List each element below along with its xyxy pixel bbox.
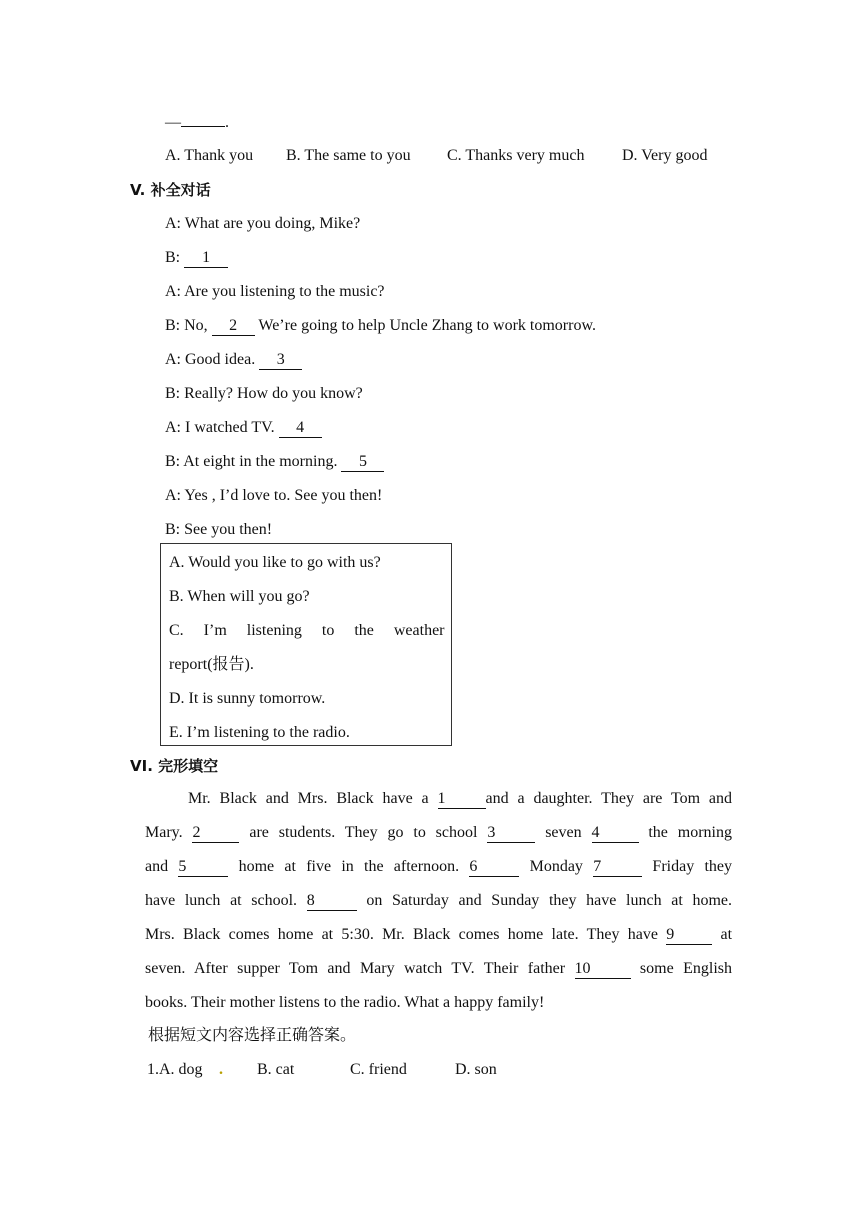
cloze-blank-6: 6 — [469, 858, 519, 877]
option-b: B. The same to you — [286, 147, 411, 164]
cloze-passage — [145, 782, 732, 1020]
section-6-title: VI. 完形填空 — [130, 757, 219, 775]
dialogue-line-2 — [165, 248, 228, 268]
dialogue-line-1: A: What are you doing, Mike? — [165, 215, 361, 232]
cloze-blank-3: 3 — [487, 824, 535, 843]
line-prefix: A: I watched TV. — [165, 419, 279, 436]
cloze-blank-1: 1 — [438, 790, 486, 809]
line-prefix: A: Good idea. — [165, 351, 260, 368]
cloze-blank-9: 9 — [666, 926, 712, 945]
section-5-title: V. 补全对话 — [130, 181, 211, 199]
q1-option-a: 1.A. dog — [147, 1061, 203, 1078]
dialogue-line-6: B: Really? How do you know? — [165, 385, 363, 402]
prev-question-options — [165, 146, 707, 166]
text: at — [712, 926, 733, 943]
question-1-options — [147, 1060, 497, 1080]
passage-line-1 — [145, 782, 732, 816]
dash: — — [165, 114, 181, 131]
text: and a daughter. They are Tom and — [485, 790, 732, 807]
option-c: C. Thanks very much — [447, 147, 585, 164]
speaker-b: B: — [165, 249, 185, 266]
line-suffix: We’re going to help Uncle Zhang to work tomorrow. — [254, 317, 596, 334]
instruction: 根据短文内容选择正确答案。 — [148, 1027, 357, 1044]
dialogue-blank-4: 4 — [279, 419, 322, 438]
choice-c-line-2: report(报告). — [169, 656, 254, 673]
dialogue-line-8 — [165, 452, 384, 472]
passage-line-3 — [145, 850, 732, 884]
text: Mr. Black and Mrs. Black have a — [188, 790, 438, 807]
dialogue-line-10: B: See you then! — [165, 521, 273, 538]
dialogue-blank-3: 3 — [259, 351, 302, 370]
choice-c-text: C. I’m listening to the weather — [169, 622, 445, 639]
text: have lunch at school. — [145, 892, 307, 909]
text: home at five in the afternoon. — [228, 858, 470, 875]
cloze-blank-4: 4 — [592, 824, 639, 843]
dialogue-blank-2: 2 — [212, 317, 255, 336]
passage-line-6 — [145, 952, 732, 986]
text: Mary. — [145, 824, 193, 841]
prev-question-stem: — . — [165, 114, 229, 131]
line-prefix: B: No, — [165, 317, 212, 334]
dialogue-line-5 — [165, 350, 302, 370]
text: Mrs. Black comes home at 5:30. Mr. Black comes home late. They have — [145, 926, 667, 943]
text: and — [145, 858, 179, 875]
q1-marker: . — [219, 1061, 223, 1078]
cloze-blank-8: 8 — [307, 892, 357, 911]
choice-e: E. I’m listening to the radio. — [169, 724, 350, 741]
q1-option-d: D. son — [455, 1061, 497, 1078]
option-a: A. Thank you — [165, 147, 254, 164]
q1-option-b: B. cat — [257, 1061, 295, 1078]
dialogue-line-7 — [165, 418, 322, 438]
dialogue-line-9: A: Yes , I’d love to. See you then! — [165, 487, 383, 504]
text: some English — [630, 960, 733, 977]
choice-d: D. It is sunny tomorrow. — [169, 690, 326, 707]
dialogue-line-4 — [165, 316, 596, 336]
dialogue-line-3: A: Are you listening to the music? — [165, 283, 385, 300]
cloze-blank-5: 5 — [178, 858, 228, 877]
passage-line-5 — [145, 918, 732, 952]
text: seven. After supper Tom and Mary watch TV. Their father — [145, 960, 575, 977]
choice-a: A. Would you like to go with us? — [169, 554, 381, 571]
choices-box — [160, 543, 452, 746]
text: the morning — [638, 824, 732, 841]
text: Monday — [519, 858, 594, 875]
answer-blank — [181, 126, 225, 127]
cloze-blank-2: 2 — [192, 824, 239, 843]
dialogue-blank-5: 5 — [341, 453, 384, 472]
text: are students. They go to school — [239, 824, 488, 841]
text: seven — [535, 824, 592, 841]
passage-line-7: books. Their mother listens to the radio. What a happy family! — [145, 994, 545, 1011]
option-d: D. Very good — [622, 147, 708, 164]
passage-line-2 — [145, 816, 732, 850]
cloze-blank-7: 7 — [593, 858, 642, 877]
line-prefix: B: At eight in the morning. — [165, 453, 342, 470]
cloze-blank-10: 10 — [575, 960, 631, 979]
choice-b: B. When will you go? — [169, 588, 310, 605]
text: Friday they — [642, 858, 733, 875]
q1-option-c: C. friend — [350, 1061, 407, 1078]
text: on Saturday and Sunday they have lunch at home. — [356, 892, 732, 909]
passage-line-4 — [145, 884, 732, 918]
dialogue-blank-1: 1 — [184, 249, 228, 268]
choice-c-line-1 — [169, 621, 445, 641]
